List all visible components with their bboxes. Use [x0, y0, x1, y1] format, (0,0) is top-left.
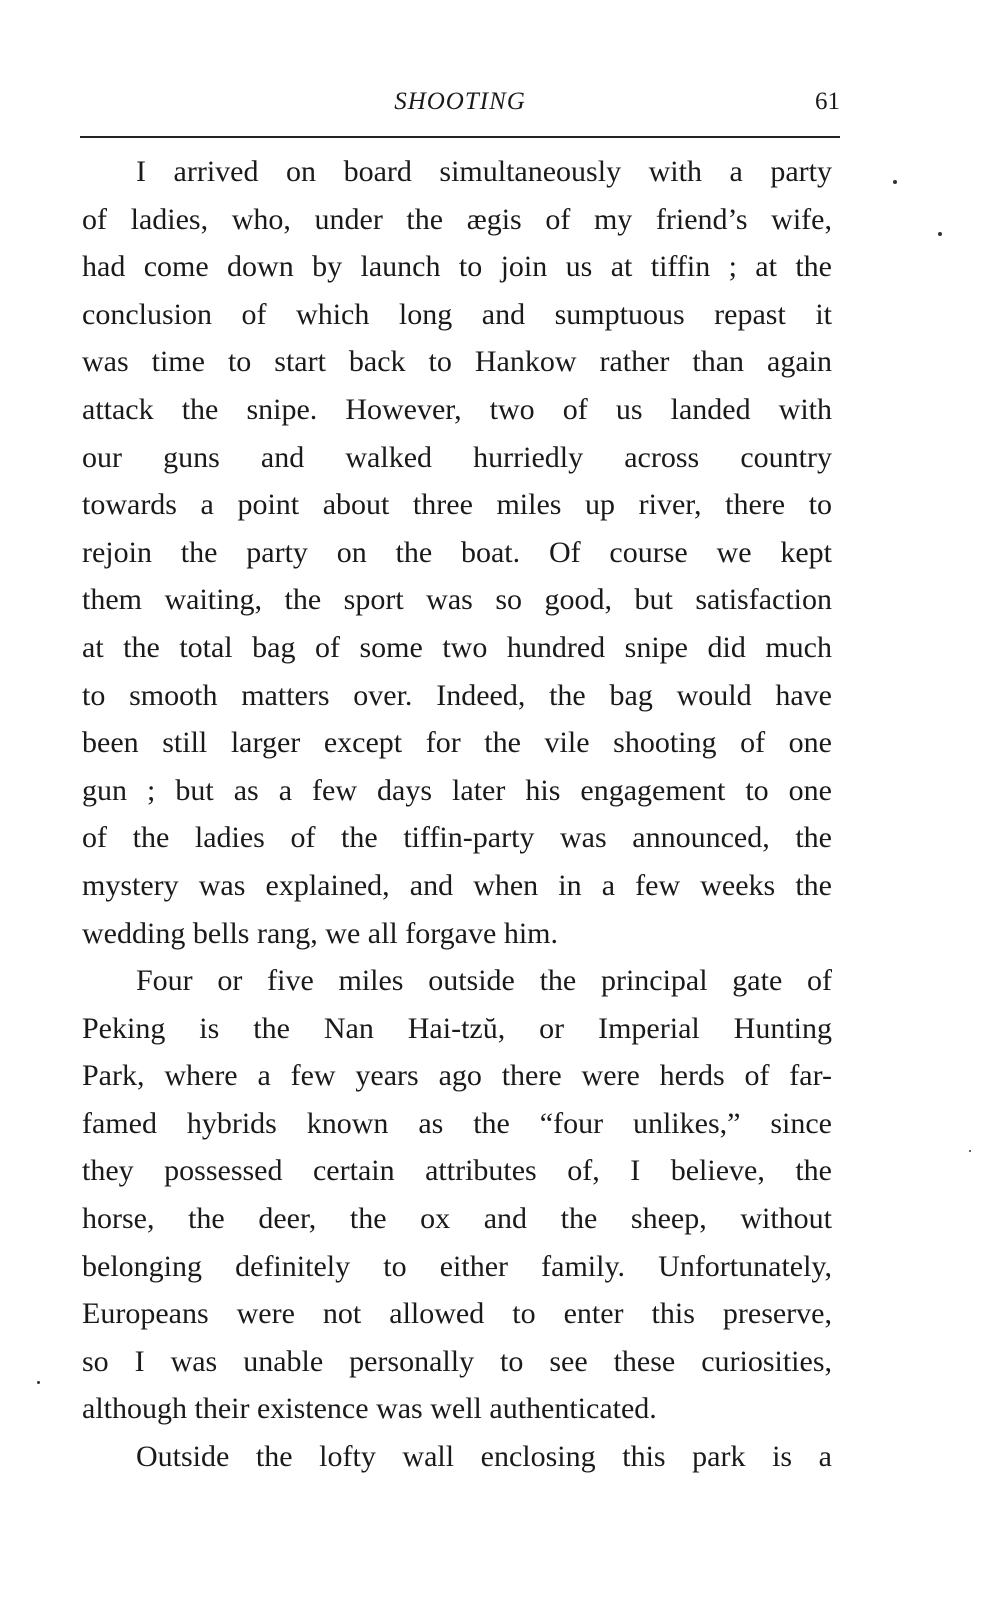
- text-line: of ladies, who, under the ægis of my friend’s wife,: [82, 202, 832, 236]
- text-line: Park, where a few years ago there were herds of far-: [82, 1059, 832, 1093]
- page-number: 61: [815, 88, 840, 115]
- text-line: attack the snipe. However, two of us landed with: [82, 392, 832, 426]
- text-line: although their existence was well authenticated.: [82, 1392, 657, 1426]
- running-title: SHOOTING: [394, 88, 526, 115]
- text-line: horse, the deer, the ox and the sheep, without: [82, 1202, 832, 1236]
- text-line: so I was unable personally to see these curiosities,: [82, 1344, 832, 1378]
- text-line: I arrived on board simultaneously with a party: [136, 155, 832, 188]
- text-line: towards a point about three miles up river, there to: [82, 488, 832, 522]
- text-line: our guns and walked hurriedly across country: [82, 440, 832, 474]
- text-line: they possessed certain attributes of, I believe, the: [82, 1154, 832, 1188]
- ink-speck: [938, 232, 942, 236]
- text-line: at the total bag of some two hundred snipe did much: [82, 630, 832, 664]
- text-line: conclusion of which long and sumptuous repast it: [82, 297, 832, 331]
- ink-speck: [37, 1381, 40, 1384]
- running-head: [80, 84, 840, 124]
- text-line: gun ; but as a few days later his engagement to one: [82, 773, 832, 807]
- ink-speck: [969, 1150, 971, 1152]
- text-line: had come down by launch to join us at tiffin ; at the: [82, 250, 832, 284]
- text-line: was time to start back to Hankow rather than again: [82, 345, 832, 379]
- text-line: wedding bells rang, we all forgave him.: [82, 916, 558, 950]
- text-line: famed hybrids known as the “four unlikes,” since: [82, 1106, 832, 1140]
- text-line: them waiting, the sport was so good, but satisfaction: [82, 583, 832, 617]
- header-rule: [80, 136, 840, 138]
- body-text: [82, 148, 832, 1481]
- text-line: Peking is the Nan Hai-tzŭ, or Imperial Hunting: [82, 1011, 832, 1045]
- text-line: to smooth matters over. Indeed, the bag would have: [82, 678, 832, 712]
- text-line: Europeans were not allowed to enter this preserve,: [82, 1297, 832, 1331]
- text-line: belonging definitely to either family. Unfortunately,: [82, 1249, 832, 1283]
- text-line: Outside the lofty wall enclosing this park is a: [136, 1440, 832, 1474]
- text-line: been still larger except for the vile shooting of one: [82, 726, 832, 760]
- ink-speck: [893, 180, 897, 184]
- text-line: Four or five miles outside the principal gate of: [136, 964, 832, 998]
- text-line: of the ladies of the tiffin-party was announced, the: [82, 821, 832, 855]
- text-line: mystery was explained, and when in a few weeks the: [82, 868, 832, 902]
- text-line: rejoin the party on the boat. Of course we kept: [82, 535, 832, 569]
